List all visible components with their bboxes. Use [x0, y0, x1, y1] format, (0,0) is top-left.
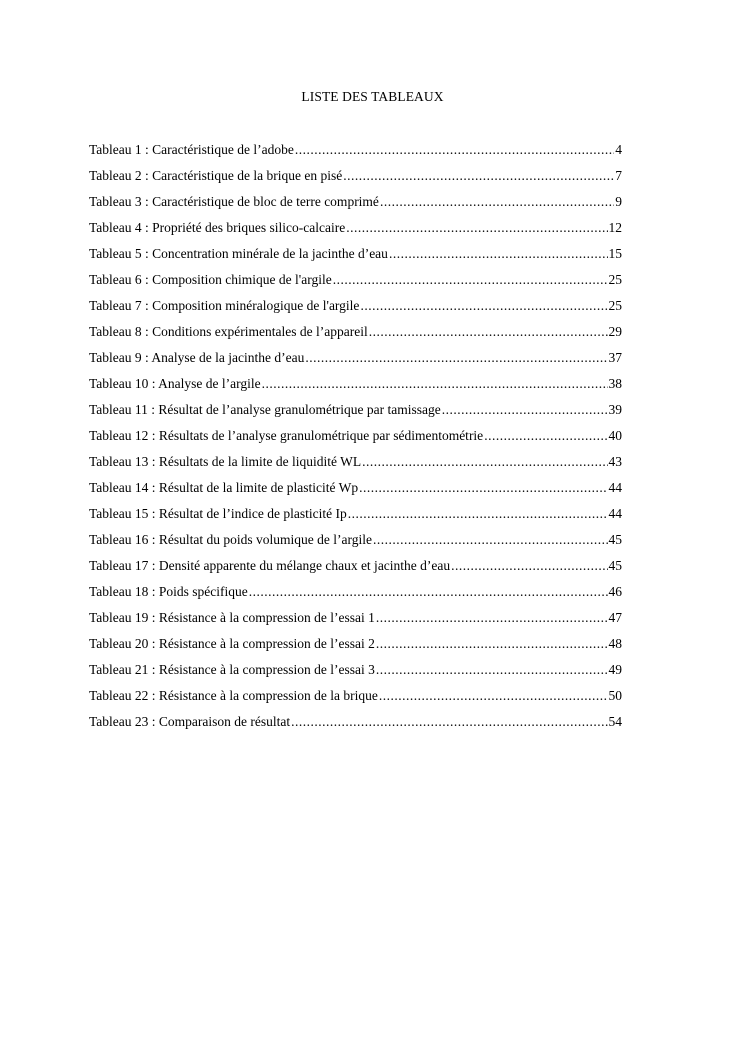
- toc-entry-page: 39: [608, 402, 622, 417]
- toc-entry-label: Tableau 4 : Propriété des briques silico-calcaire: [89, 220, 346, 235]
- toc-entry-label: Tableau 11 : Résultat de l’analyse granulométrique par tamissage: [89, 402, 441, 417]
- toc-entry[interactable]: [89, 246, 622, 272]
- dot-leader: [262, 376, 608, 392]
- toc-entry-page: 45: [608, 532, 622, 547]
- toc-entry-page: 40: [608, 428, 622, 443]
- toc-entry[interactable]: [89, 480, 622, 506]
- dot-leader: [380, 194, 614, 210]
- dot-leader: [305, 350, 607, 366]
- dot-leader: [376, 662, 608, 678]
- toc-entry-page: 29: [608, 324, 622, 339]
- dot-leader: [442, 402, 608, 418]
- toc-entry-page: 45: [608, 558, 622, 573]
- dot-leader: [362, 454, 607, 470]
- toc-entry-label: Tableau 8 : Conditions expérimentales de l’appareil: [89, 324, 368, 339]
- toc-entry-label: Tableau 17 : Densité apparente du mélange chaux et jacinthe d’eau: [89, 558, 451, 573]
- dot-leader: [376, 610, 608, 626]
- toc-entry[interactable]: [89, 168, 622, 194]
- dot-leader: [359, 480, 607, 496]
- toc-entry[interactable]: [89, 714, 622, 740]
- toc-entry[interactable]: [89, 584, 622, 610]
- toc-entry-page: 9: [615, 194, 622, 209]
- toc-entry-page: 37: [608, 350, 622, 365]
- toc-entry-label: Tableau 23 : Comparaison de résultat: [89, 714, 291, 729]
- toc-entry-label: Tableau 19 : Résistance à la compression de l’essai 1: [89, 610, 375, 625]
- page-title: LISTE DES TABLEAUX: [301, 89, 444, 104]
- toc-entry-label: Tableau 16 : Résultat du poids volumique de l’argile: [89, 532, 372, 547]
- toc-entry-page: 25: [608, 272, 622, 287]
- toc-entry-page: 49: [608, 662, 622, 677]
- dot-leader: [389, 246, 608, 262]
- toc-entry[interactable]: [89, 350, 622, 376]
- dot-leader: [484, 428, 607, 444]
- toc-entry[interactable]: [89, 142, 622, 168]
- dot-leader: [373, 532, 608, 548]
- dot-leader: [348, 506, 608, 522]
- dot-leader: [291, 714, 607, 730]
- dot-leader: [346, 220, 607, 236]
- toc-entry-label: Tableau 12 : Résultats de l’analyse granulométrique par sédimentométrie: [89, 428, 484, 443]
- toc-entry-page: 54: [608, 714, 622, 729]
- toc-entry[interactable]: [89, 610, 622, 636]
- toc-entry[interactable]: [89, 662, 622, 688]
- toc-entry-label: Tableau 20 : Résistance à la compression de l’essai 2: [89, 636, 375, 651]
- toc-entry-label: Tableau 7 : Composition minéralogique de l'argile: [89, 298, 360, 313]
- toc-entry-label: Tableau 15 : Résultat de l’indice de plasticité Ip: [89, 506, 347, 521]
- toc-entry[interactable]: [89, 688, 622, 714]
- toc-entry[interactable]: [89, 376, 622, 402]
- toc-entry[interactable]: [89, 194, 622, 220]
- toc-entry-label: Tableau 22 : Résistance à la compression de la brique: [89, 688, 378, 703]
- toc-entry-label: Tableau 5 : Concentration minérale de la jacinthe d’eau: [89, 246, 388, 261]
- dot-leader: [451, 558, 607, 574]
- dot-leader: [369, 324, 608, 340]
- toc-entry-page: 47: [608, 610, 622, 625]
- table-list: [89, 142, 622, 740]
- toc-entry-page: 12: [608, 220, 622, 235]
- dot-leader: [295, 142, 614, 158]
- toc-entry-label: Tableau 13 : Résultats de la limite de liquidité WL: [89, 454, 362, 469]
- toc-entry[interactable]: [89, 636, 622, 662]
- toc-entry-label: Tableau 18 : Poids spécifique: [89, 584, 248, 599]
- toc-entry[interactable]: [89, 220, 622, 246]
- toc-entry-label: Tableau 6 : Composition chimique de l'argile: [89, 272, 332, 287]
- toc-entry[interactable]: [89, 558, 622, 584]
- toc-entry[interactable]: [89, 272, 622, 298]
- toc-entry-label: Tableau 2 : Caractéristique de la brique en pisé: [89, 168, 343, 183]
- toc-entry-label: Tableau 1 : Caractéristique de l’adobe: [89, 142, 294, 157]
- toc-entry-page: 4: [615, 142, 622, 157]
- toc-entry-page: 48: [608, 636, 622, 651]
- toc-entry[interactable]: [89, 532, 622, 558]
- toc-entry-page: 15: [608, 246, 622, 261]
- dot-leader: [376, 636, 608, 652]
- toc-entry-label: Tableau 21 : Résistance à la compression de l’essai 3: [89, 662, 375, 677]
- toc-entry-page: 25: [608, 298, 622, 313]
- toc-entry[interactable]: [89, 298, 622, 324]
- toc-entry-page: 46: [608, 584, 622, 599]
- toc-entry-page: 44: [608, 480, 622, 495]
- toc-entry-page: 44: [608, 506, 622, 521]
- toc-entry-label: Tableau 10 : Analyse de l’argile: [89, 376, 261, 391]
- toc-entry-label: Tableau 3 : Caractéristique de bloc de terre comprimé: [89, 194, 379, 209]
- toc-entry[interactable]: [89, 428, 622, 454]
- dot-leader: [360, 298, 607, 314]
- toc-entry-page: 38: [608, 376, 622, 391]
- toc-entry-page: 50: [608, 688, 622, 703]
- toc-entry[interactable]: [89, 454, 622, 480]
- toc-entry-page: 7: [615, 168, 622, 183]
- toc-entry-page: 43: [608, 454, 622, 469]
- dot-leader: [343, 168, 614, 184]
- dot-leader: [249, 584, 608, 600]
- toc-entry[interactable]: [89, 402, 622, 428]
- dot-leader: [333, 272, 608, 288]
- toc-entry[interactable]: [89, 324, 622, 350]
- dot-leader: [379, 688, 608, 704]
- toc-entry[interactable]: [89, 506, 622, 532]
- toc-entry-label: Tableau 9 : Analyse de la jacinthe d’eau: [89, 350, 305, 365]
- toc-entry-label: Tableau 14 : Résultat de la limite de plasticité Wp: [89, 480, 359, 495]
